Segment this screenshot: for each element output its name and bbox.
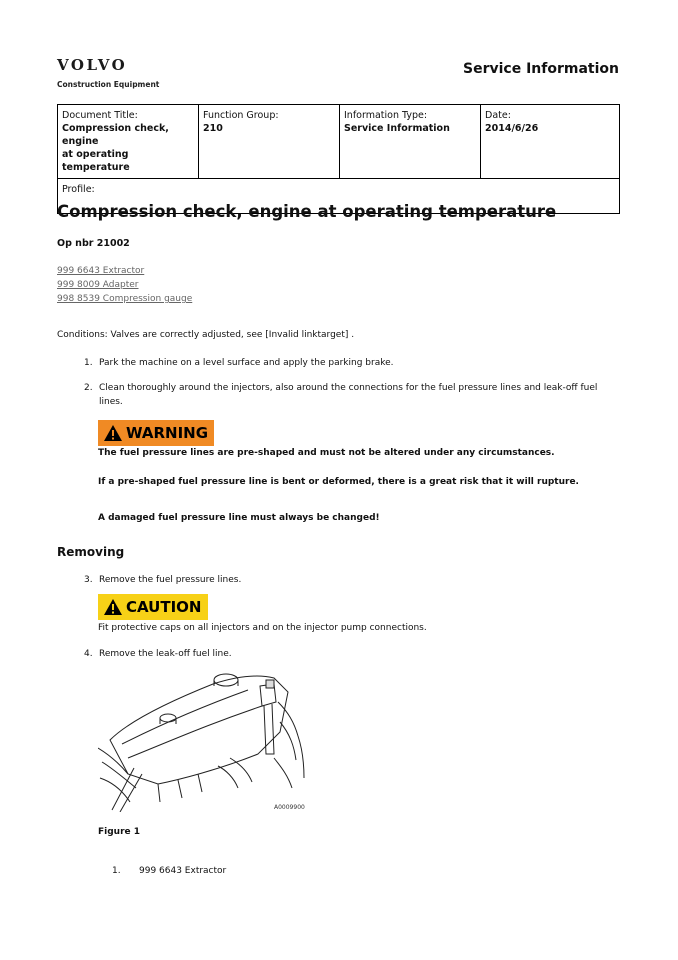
step-number: 1. — [84, 358, 93, 368]
step-2 — [84, 381, 614, 409]
warning-line-1: The fuel pressure lines are pre-shaped and must not be altered under any circumstances. — [98, 448, 555, 458]
legend-text: 999 6643 Extractor — [139, 866, 227, 876]
document-info-table — [57, 104, 620, 214]
figure-legend-item — [112, 866, 227, 876]
date-cell — [481, 105, 620, 179]
info-type-value: Service Information — [344, 123, 450, 134]
tool-link-compression-gauge[interactable]: 998 8539 Compression gauge — [57, 294, 193, 304]
info-type-cell — [340, 105, 481, 179]
warning-triangle-icon — [103, 424, 123, 442]
step-4 — [84, 647, 614, 661]
op-number: Op nbr 21002 — [57, 238, 130, 249]
date-value: 2014/6/26 — [485, 123, 539, 134]
removing-heading: Removing — [57, 545, 125, 559]
warning-line-3: A damaged fuel pressure line must always be changed! — [98, 513, 380, 523]
figure-code: A0009900 — [274, 804, 305, 811]
figure-caption: Figure 1 — [98, 827, 141, 837]
step-text: Park the machine on a level surface and apply the parking brake. — [99, 358, 394, 368]
conditions-text: Conditions: Valves are correctly adjusted, see [Invalid linktarget] . — [57, 330, 355, 340]
step-number: 4. — [84, 649, 93, 659]
caution-triangle-icon — [103, 598, 123, 616]
engine-extractor-drawing — [98, 662, 306, 812]
service-information-heading: Service Information — [463, 61, 619, 77]
function-group-value: 210 — [203, 123, 223, 134]
caution-text: Fit protective caps on all injectors and on the injector pump connections. — [98, 623, 427, 633]
doc-title-label: Document Title: — [62, 110, 138, 121]
tool-link-adapter[interactable]: 999 8009 Adapter — [57, 280, 139, 290]
engine-illustration — [98, 662, 306, 812]
warning-label: WARNING — [126, 424, 209, 442]
volvo-logo: VOLVO — [57, 56, 128, 74]
step-1 — [84, 356, 614, 370]
legend-number: 1. — [112, 866, 121, 876]
step-3 — [84, 573, 614, 587]
page-title: Compression check, engine at operating temperature — [57, 202, 557, 221]
function-group-cell — [199, 105, 340, 179]
step-text: Remove the fuel pressure lines. — [99, 575, 242, 585]
warning-badge — [98, 420, 214, 446]
caution-badge — [98, 594, 208, 620]
doc-title-value-line2: at operating temperature — [62, 149, 130, 173]
profile-label: Profile: — [62, 184, 95, 195]
doc-title-cell — [58, 105, 199, 179]
step-number: 3. — [84, 575, 93, 585]
step-text-continued: lines. — [99, 397, 123, 407]
tool-link-extractor[interactable]: 999 6643 Extractor — [57, 266, 145, 276]
step-text: Clean thoroughly around the injectors, also around the connections for the fuel pressure lines and leak-off fuel — [99, 383, 598, 393]
step-number: 2. — [84, 383, 93, 393]
doc-title-value-line1: Compression check, engine — [62, 123, 169, 147]
function-group-label: Function Group: — [203, 110, 279, 121]
caution-label: CAUTION — [126, 598, 202, 616]
step-text: Remove the leak-off fuel line. — [99, 649, 232, 659]
warning-line-2: If a pre-shaped fuel pressure line is bent or deformed, there is a great risk that it will rupture. — [98, 477, 579, 487]
date-label: Date: — [485, 110, 511, 121]
info-type-label: Information Type: — [344, 110, 428, 121]
tool-links — [57, 264, 192, 306]
logo-subtitle: Construction Equipment — [57, 80, 160, 89]
